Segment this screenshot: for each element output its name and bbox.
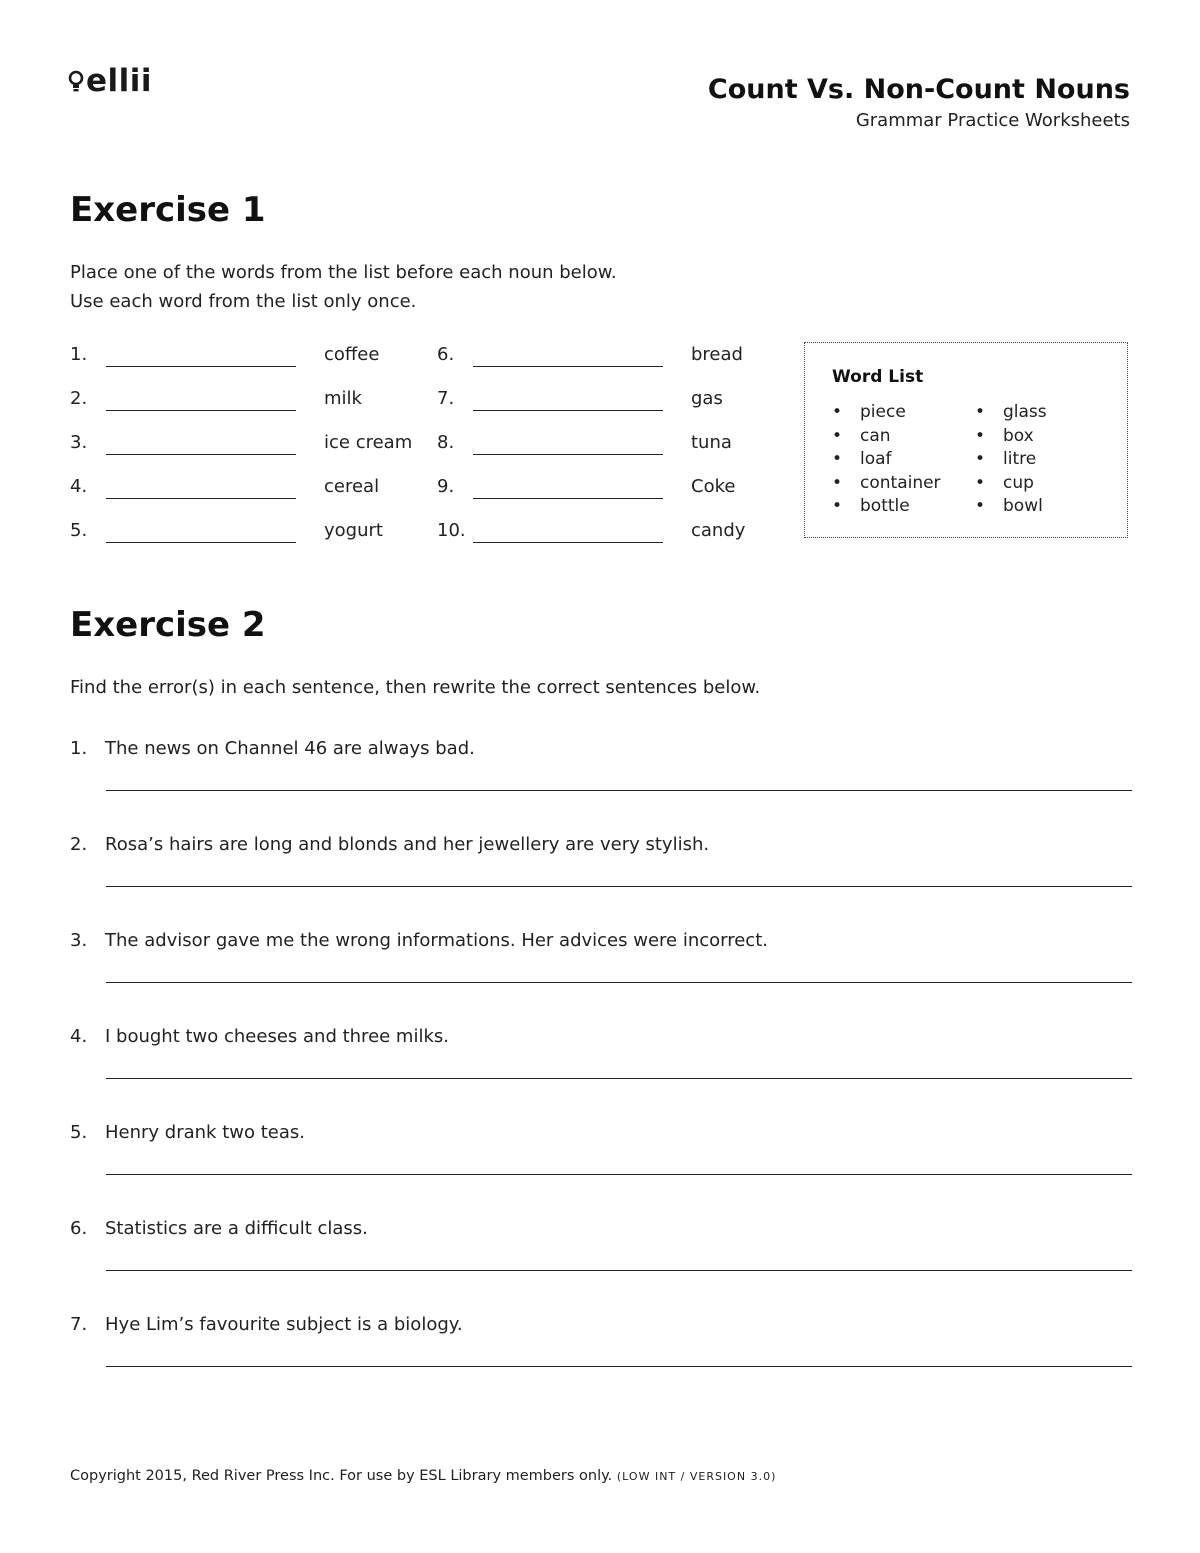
- answer-line[interactable]: [106, 886, 1132, 887]
- bullet-icon: •: [975, 496, 986, 516]
- item-number: 1.: [70, 738, 88, 759]
- item-noun: ice cream: [324, 432, 413, 453]
- answer-line[interactable]: [106, 790, 1132, 791]
- exercise-2-item: [70, 834, 1132, 904]
- document-title-block: [708, 74, 1130, 135]
- word-list-item: • piece: [832, 401, 941, 425]
- item-noun: bread: [691, 344, 743, 365]
- copyright-text: Copyright 2015, Red River Press Inc. For use by ESL Library members only.: [70, 1468, 613, 1484]
- answer-line[interactable]: [106, 1270, 1132, 1271]
- item-sentence: The advisor gave me the wrong informations. Her advices were incorrect.: [105, 930, 768, 951]
- exercise-2-item: [70, 1026, 1132, 1096]
- exercise-2-item: [70, 1314, 1132, 1384]
- bullet-icon: •: [975, 449, 986, 469]
- worksheet-title: Count Vs. Non-Count Nouns: [707, 74, 1130, 105]
- word-list-column-2: [975, 401, 1047, 519]
- word-list-title: Word List: [832, 367, 924, 387]
- exercise-2-item: [70, 738, 1132, 808]
- exercise-2-item: [70, 930, 1132, 1000]
- item-number: 3.: [70, 930, 88, 951]
- answer-blank[interactable]: [473, 366, 663, 367]
- word-list-item: • cup: [975, 472, 1047, 496]
- bullet-icon: •: [975, 402, 986, 422]
- word-list-item: • box: [975, 425, 1047, 449]
- word-list-item: • can: [832, 425, 941, 449]
- item-sentence: Statistics are a difficult class.: [105, 1218, 368, 1239]
- word-list-item: • container: [832, 472, 941, 496]
- bullet-icon: •: [975, 472, 986, 493]
- item-sentence: The news on Channel 46 are always bad.: [105, 738, 475, 759]
- item-number: 9.: [437, 476, 455, 497]
- answer-blank[interactable]: [106, 542, 296, 543]
- item-noun: yogurt: [324, 520, 383, 541]
- item-noun: milk: [324, 388, 362, 409]
- item-number: 2.: [70, 834, 88, 855]
- lightbulb-icon: [68, 69, 84, 95]
- bullet-icon: •: [832, 402, 843, 422]
- exercise-1-heading: Exercise 1: [70, 190, 266, 230]
- answer-line[interactable]: [106, 1366, 1132, 1367]
- item-noun: gas: [691, 388, 723, 409]
- item-number: 6.: [70, 1218, 88, 1239]
- word-list-item: • bottle: [832, 495, 941, 519]
- item-number: 5.: [70, 1122, 88, 1143]
- item-sentence: Henry drank two teas.: [105, 1122, 305, 1143]
- item-number: 7.: [70, 1314, 88, 1335]
- word-list-item: • loaf: [832, 448, 941, 472]
- item-number: 1.: [70, 344, 88, 365]
- footer: [70, 1468, 776, 1484]
- exercise-2-heading: Exercise 2: [70, 605, 266, 645]
- bullet-icon: •: [975, 425, 986, 446]
- bullet-icon: •: [832, 472, 843, 493]
- word-list-item: • glass: [975, 401, 1047, 425]
- item-number: 7.: [437, 388, 455, 409]
- word-list-item: • bowl: [975, 495, 1047, 519]
- answer-line[interactable]: [106, 1078, 1132, 1079]
- logo-text: ellii: [86, 63, 153, 99]
- exercise-1-instructions: [70, 258, 617, 316]
- item-number: 4.: [70, 476, 88, 497]
- answer-blank[interactable]: [473, 410, 663, 411]
- answer-blank[interactable]: [106, 454, 296, 455]
- item-noun: tuna: [691, 432, 732, 453]
- item-noun: candy: [691, 520, 746, 541]
- item-sentence: Hye Lim’s favourite subject is a biology.: [105, 1314, 463, 1335]
- answer-line[interactable]: [106, 1174, 1132, 1175]
- item-number: 3.: [70, 432, 88, 453]
- word-list-box: [804, 342, 1128, 538]
- instruction-line-1: Place one of the words from the list before each noun below.: [70, 262, 617, 283]
- exercise-2-item: [70, 1218, 1132, 1288]
- answer-blank[interactable]: [106, 498, 296, 499]
- exercise-2-item: [70, 1122, 1132, 1192]
- level-version-text: (LOW INT / VERSION 3.0): [616, 1470, 777, 1483]
- item-noun: Coke: [691, 476, 736, 497]
- bullet-icon: •: [832, 496, 843, 516]
- bullet-icon: •: [832, 425, 843, 446]
- answer-line[interactable]: [106, 982, 1132, 983]
- item-number: 10.: [437, 520, 466, 541]
- worksheet-subtitle: Grammar Practice Worksheets: [855, 110, 1130, 131]
- answer-blank[interactable]: [473, 454, 663, 455]
- bullet-icon: •: [832, 449, 843, 469]
- exercise-2-instructions: Find the error(s) in each sentence, then rewrite the correct sentences below.: [70, 677, 761, 698]
- answer-blank[interactable]: [106, 410, 296, 411]
- word-list-column-1: [832, 401, 941, 519]
- item-number: 4.: [70, 1026, 88, 1047]
- item-noun: cereal: [324, 476, 380, 497]
- answer-blank[interactable]: [473, 498, 663, 499]
- logo: [68, 63, 153, 99]
- instruction-line-2: Use each word from the list only once.: [70, 291, 417, 312]
- item-sentence: I bought two cheeses and three milks.: [105, 1026, 449, 1047]
- item-number: 6.: [437, 344, 455, 365]
- item-noun: coffee: [324, 344, 380, 365]
- item-number: 2.: [70, 388, 88, 409]
- answer-blank[interactable]: [106, 366, 296, 367]
- item-number: 8.: [437, 432, 455, 453]
- item-sentence: Rosa’s hairs are long and blonds and her jewellery are very stylish.: [105, 834, 710, 855]
- word-list-item: • litre: [975, 448, 1047, 472]
- item-number: 5.: [70, 520, 88, 541]
- answer-blank[interactable]: [473, 542, 663, 543]
